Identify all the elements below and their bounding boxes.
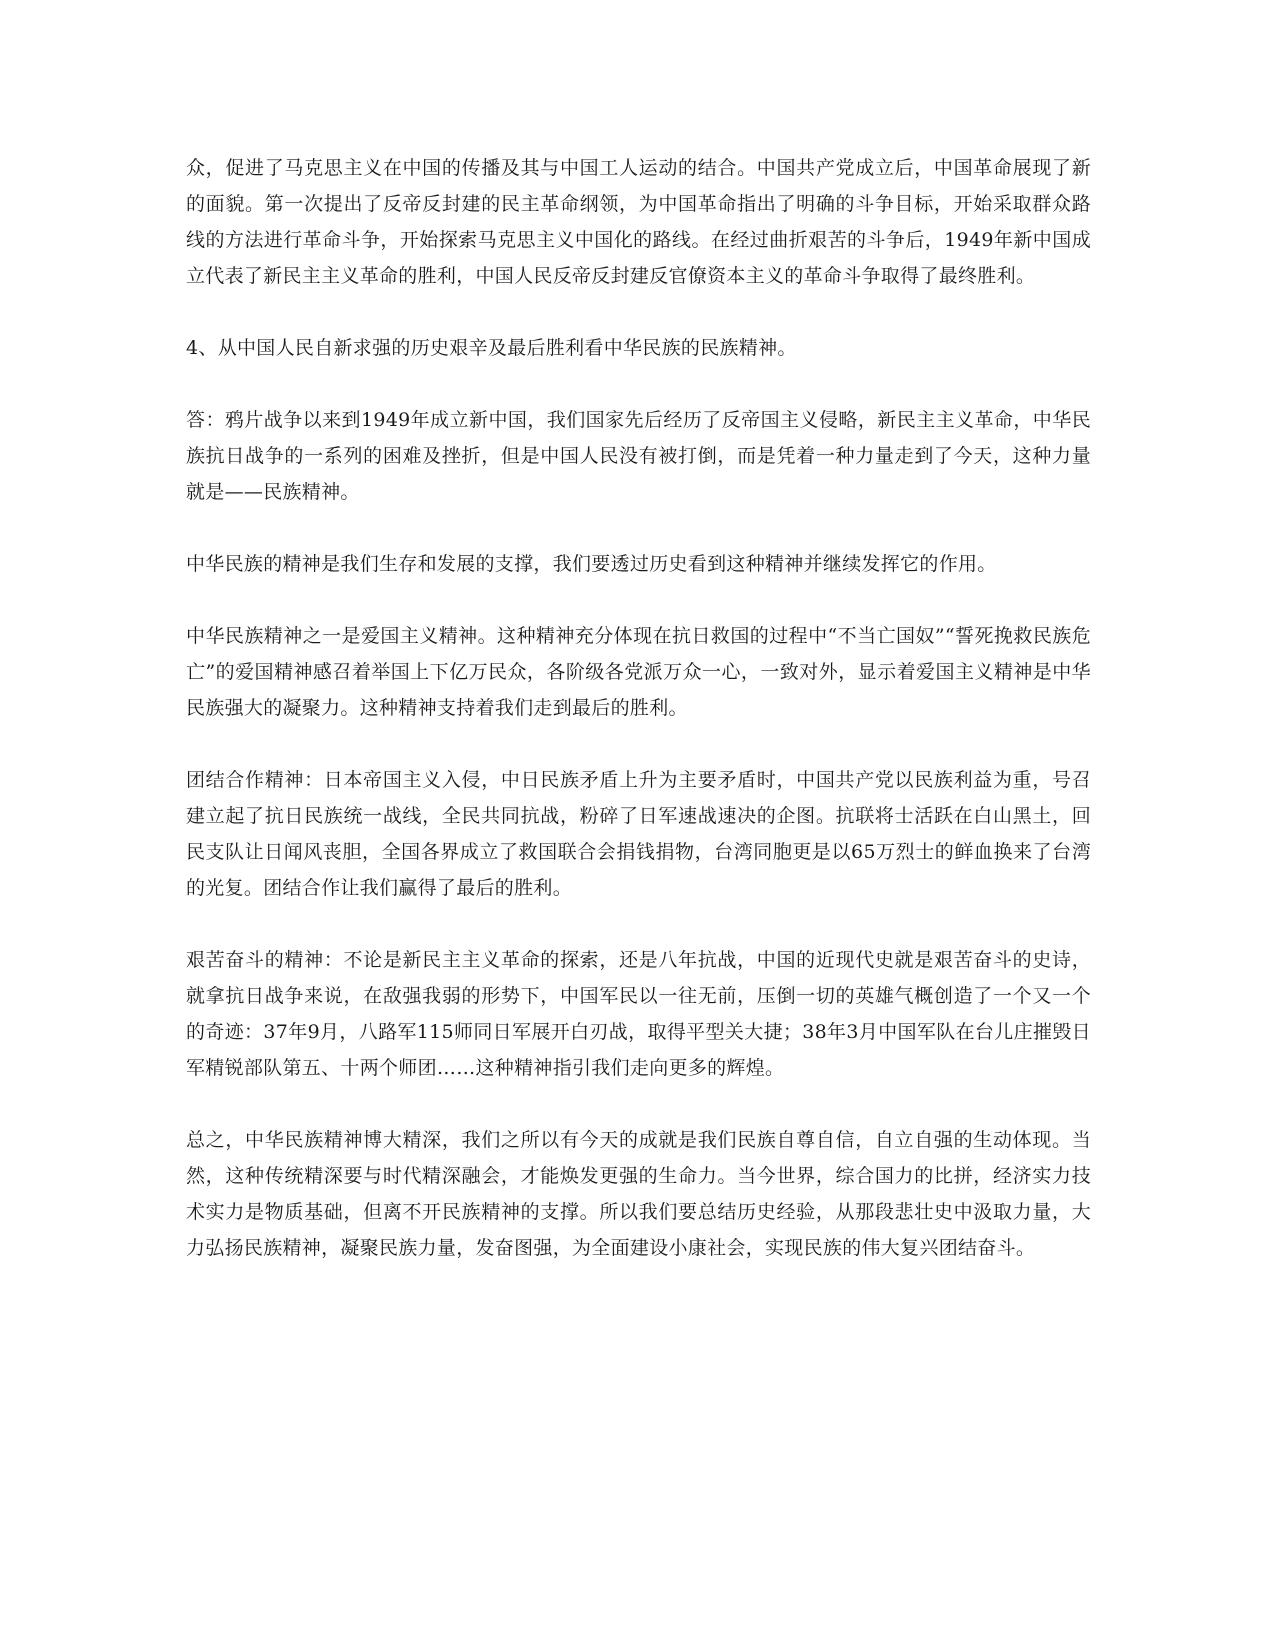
paragraph-conclusion: 总之，中华民族精神博大精深，我们之所以有今天的成就是我们民族自尊自信，自立自强的生动体现。当然，这种传统精深要与时代精深融会，才能焕发更强的生命力。当今世界，综合国力的比拼，经济实力技术实力是物质基础，但离不开民族精神的支撑。所以我们要总结历史经验，从那段悲壮史中汲取力量，大力弘扬民族精神，凝聚民族力量，发奋图强，为全面建设小康社会，实现民族的伟大复兴团结奋斗。 [186, 1129, 1091, 1259]
document-body [186, 150, 1091, 1266]
answer-paragraph: 答：鸦片战争以来到1949年成立新中国，我们国家先后经历了反帝国主义侵略，新民主主义革命，中华民族抗日战争的一系列的困难及挫折，但是中国人民没有被打倒，而是凭着一种力量走到了今天，这种力量就是——民族精神。 [186, 409, 1091, 503]
question-heading: 4、从中国人民自新求强的历史艰辛及最后胜利看中华民族的民族精神。 [186, 337, 797, 359]
paragraph-national-spirit: 中华民族的精神是我们生存和发展的支撑，我们要透过历史看到这种精神并继续发挥它的作用。 [186, 553, 997, 575]
paragraph-continuation: 众，促进了马克思主义在中国的传播及其与中国工人运动的结合。中国共产党成立后，中国革命展现了新的面貌。第一次提出了反帝反封建的民主革命纲领，为中国革命指出了明确的斗争目标，开始采取群众路线的方法进行革命斗争，开始探索马克思主义中国化的路线。在经过曲折艰苦的斗争后，1949年新中国成立代表了新民主主义革命的胜利，中国人民反帝反封建反官僚资本主义的革命斗争取得了最终胜利。 [186, 157, 1091, 287]
paragraph-unity: 团结合作精神：日本帝国主义入侵，中日民族矛盾上升为主要矛盾时，中国共产党以民族利益为重，号召建立起了抗日民族统一战线，全民共同抗战，粉碎了日军速战速决的企图。抗联将士活跃在白山黑土，回民支队让日闻风丧胆，全国各界成立了救国联合会捐钱捐物，台湾同胞更是以65万烈士的鲜血换来了台湾的光复。团结合作让我们赢得了最后的胜利。 [186, 769, 1091, 899]
paragraph-patriotism: 中华民族精神之一是爱国主义精神。这种精神充分体现在抗日救国的过程中“不当亡国奴”“誓死挽救民族危亡”的爱国精神感召着举国上下亿万民众，各阶级各党派万众一心，一致对外，显示着爱国主义精神是中华民族强大的凝聚力。这种精神支持着我们走到最后的胜利。 [186, 625, 1091, 719]
paragraph-hard-work: 艰苦奋斗的精神：不论是新民主主义革命的探索，还是八年抗战，中国的近现代史就是艰苦奋斗的史诗，就拿抗日战争来说，在敌强我弱的形势下，中国军民以一往无前，压倒一切的英雄气概创造了一个又一个的奇迹：37年9月，八路军115师同日军展开白刃战，取得平型关大捷；38年3月中国军队在台儿庄摧毁日军精锐部队第五、十两个师团……这种精神指引我们走向更多的辉煌。 [186, 949, 1091, 1079]
